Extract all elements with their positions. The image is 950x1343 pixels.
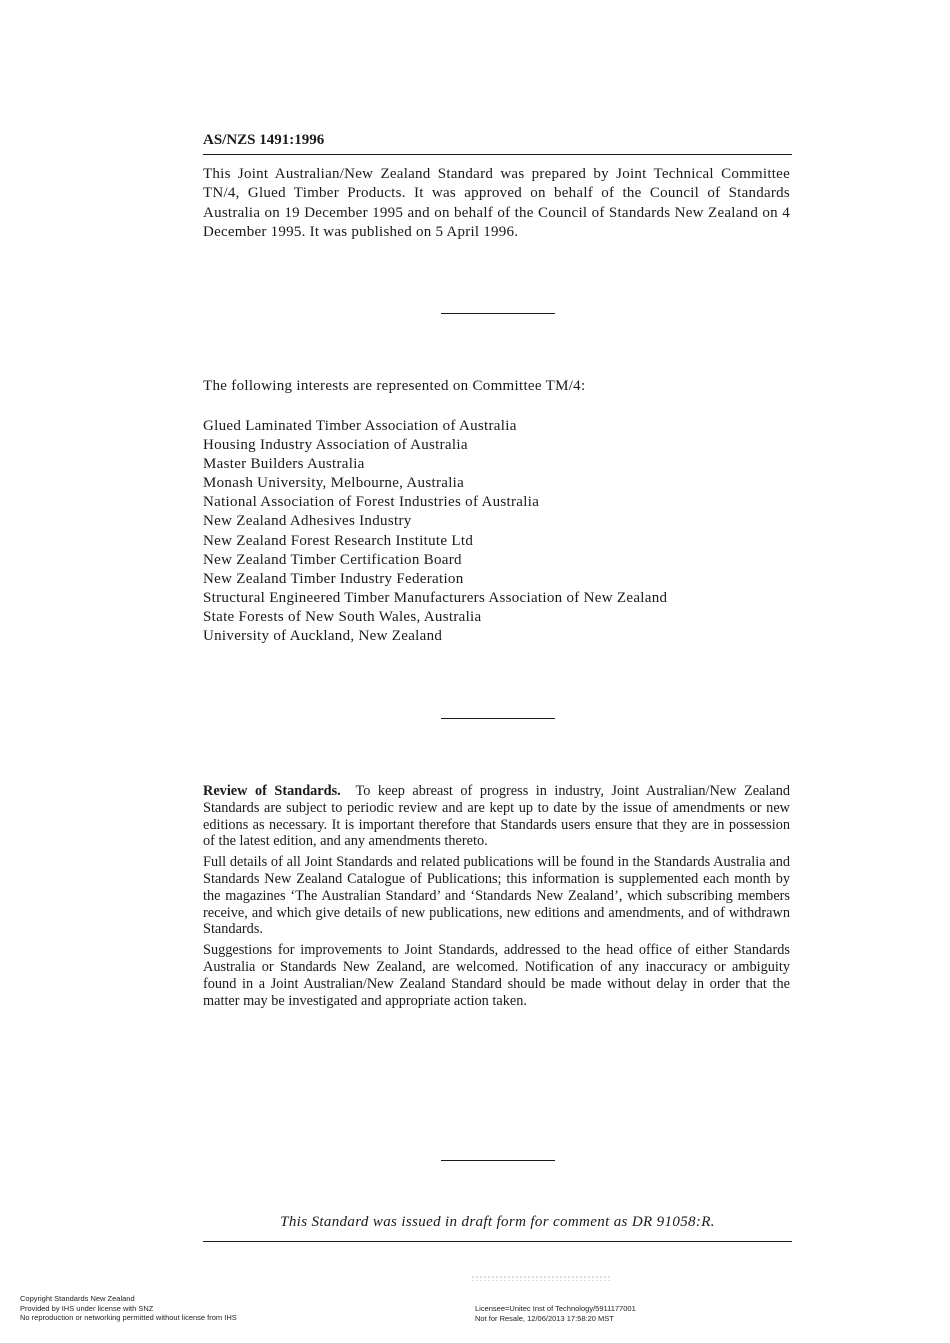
interest-item: New Zealand Timber Certification Board [203,551,462,568]
interest-item: Monash University, Melbourne, Australia [203,475,465,492]
intro-paragraph: This Joint Australian/New Zealand Standard was prepared by Joint Technical Committee TN/4, Glued Timber Products. It was approved on behalf of the Council of Standards Australia on 19 December 1995 and on behalf of the Council of Standards New Zealand on 4 December 1995. It was published on 5 April 1996. [203,166,790,240]
interest-item: Structural Engineered Timber Manufacturers Association of New Zealand [203,589,668,606]
review-section [203,783,790,1013]
section-divider [441,1160,555,1161]
interests-heading: The following interests are represented on Committee TM/4: [203,378,586,394]
interest-item: State Forests of New South Wales, Australia [203,608,482,625]
document-code: AS/NZS 1491:1996 [203,132,325,148]
footer-line: Provided by IHS under license with SNZ [20,1303,154,1313]
interest-item: New Zealand Forest Research Institute Ltd [203,532,474,549]
interest-item: New Zealand Adhesives Industry [203,513,412,530]
section-divider [441,718,555,719]
section-divider [441,313,555,314]
footer-line: Licensee=Unitec Inst of Technology/5911177001 [475,1304,636,1313]
footer-left [20,1294,237,1323]
review-paragraph [203,783,790,850]
draft-note: This Standard was issued in draft form for comment as DR 91058:R. [280,1214,715,1230]
footer-line: Copyright Standards New Zealand [20,1294,135,1303]
scan-artifact [471,1275,611,1281]
interest-item: Glued Laminated Timber Association of Australia [203,418,517,434]
footer-line: Not for Resale, 12/06/2013 17:58:20 MST [475,1313,614,1323]
footer-rule [203,1241,792,1242]
footer-line: No reproduction or networking permitted without license from IHS [20,1313,237,1322]
review-text: To keep abreast of progress in industry, Joint Australian/New Zealand Standards are subject to periodic review and are kept up to date by the issue of amendments or new editions as necessary. It is important therefore that Standards users ensure that they are in possession of the latest edition, and any amendments thereto. [203,783,791,850]
interest-item: University of Auckland, New Zealand [203,628,443,645]
interest-item: New Zealand Timber Industry Federation [203,570,464,587]
interest-item: National Association of Forest Industries of Australia [203,494,540,511]
interest-item: Master Builders Australia [203,456,365,473]
review-paragraph: Suggestions for improvements to Joint Standards, addressed to the head office of either Standards Australia or Standards New Zealand, are welcomed. Notification of any inaccuracy or ambiguity found in a Joint Australian/New Zealand Standard should be made without delay in order that the matter may be investigated and appropriate action taken. [203,942,790,1009]
interests-list [203,417,667,646]
header-rule [203,154,792,155]
review-lead: Review of Standards. [203,783,341,799]
interest-item: Housing Industry Association of Australia [203,437,468,454]
footer-right [475,1304,636,1323]
review-paragraph: Full details of all Joint Standards and related publications will be found in the Standards Australia and Standards New Zealand Catalogue of Publications; this information is supplemented each month by the magazines ‘The Australian Standard’ and ‘Standards New Zealand’, which subscribing members receive, and which give details of new publications, new editions and amendments, and of withdrawn Standards. [203,854,790,938]
